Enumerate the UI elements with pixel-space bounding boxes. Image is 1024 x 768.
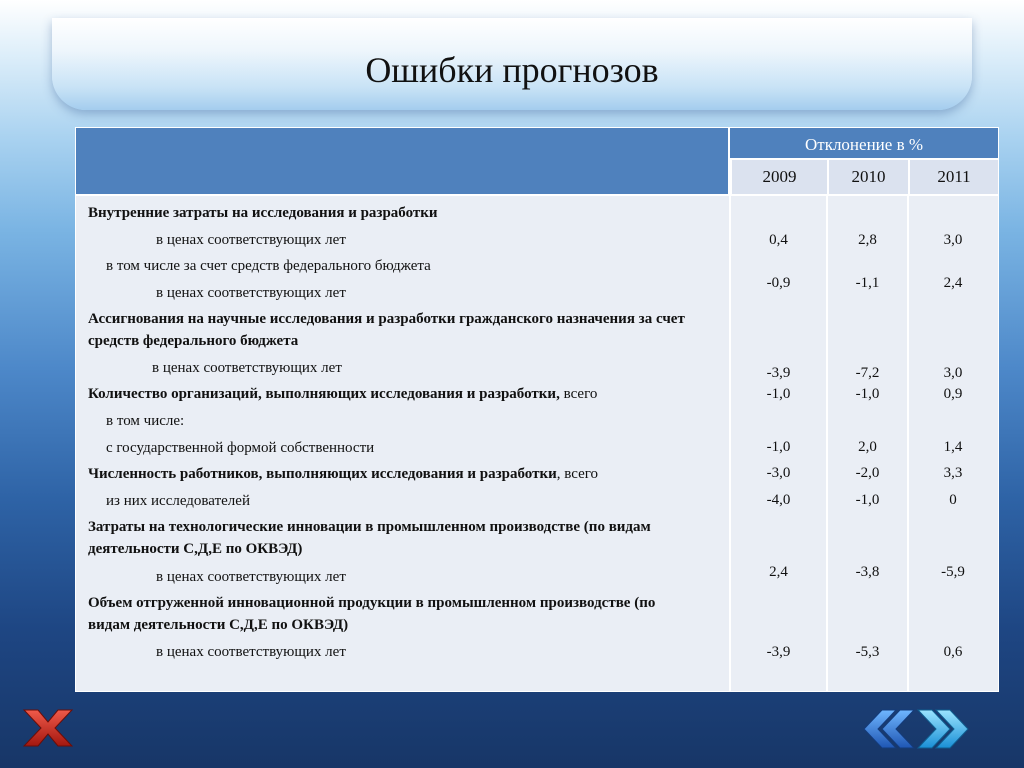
row-label: Объем отгруженной инновационной продукции в промышленном производстве (по видам деятельности С,Д,Е по ОКВЭД) (88, 595, 656, 633)
row-label: Внутренние затраты на исследования и разработки (88, 205, 438, 221)
row-label: Количество организаций, выполняющих исследования и разработки, всего (88, 386, 598, 402)
row-label: Ассигнования на научные исследования и разработки гражданского назначения за счет средств федерального бюджета (88, 311, 685, 349)
cell-value: -5,3 (855, 644, 880, 660)
cell-value: 0 (949, 492, 957, 508)
year-header-2009: 2009 (730, 160, 827, 194)
close-icon[interactable] (22, 708, 74, 748)
cell-value: 0,6 (943, 644, 963, 660)
cell-value: 0,4 (769, 232, 788, 248)
table-header-blank (76, 128, 730, 194)
row-label: в том числе: (106, 413, 185, 429)
cell-value: -0,9 (766, 275, 791, 291)
row-label: из них исследователей (106, 493, 250, 509)
cell-value: -7,2 (855, 365, 880, 381)
row-label: в ценах соответствующих лет (156, 569, 346, 585)
page-title: Ошибки прогнозов (365, 50, 659, 90)
next-arrow-icon[interactable] (918, 710, 968, 748)
cell-value: 3,0 (943, 365, 963, 381)
cell-value: -4,0 (766, 492, 791, 508)
row-label: Численность работников, выполняющих исследования и разработки, всего (88, 466, 599, 482)
cell-value: -1,1 (855, 275, 880, 291)
cell-value: -3,0 (766, 465, 791, 481)
cell-value: -3,8 (855, 564, 880, 580)
cell-value: 2,4 (769, 564, 788, 580)
cell-value: 0,9 (943, 386, 963, 402)
year-header-2010: 2010 (827, 160, 908, 194)
row-label: в ценах соответствующих лет (152, 360, 342, 376)
row-label: с государственной формой собственности (106, 440, 375, 456)
cell-value: -1,0 (855, 386, 880, 402)
prev-arrow-icon[interactable] (864, 710, 914, 748)
cell-value: 3,0 (943, 232, 963, 248)
row-label: в том числе за счет средств федерального бюджета (106, 258, 431, 274)
cell-value: -1,0 (766, 439, 791, 455)
cell-value: 3,3 (943, 465, 963, 481)
row-label: в ценах соответствующих лет (156, 232, 346, 248)
cell-value: 2,0 (858, 439, 877, 455)
deviation-header: Отклонение в % (730, 128, 998, 160)
cell-value: 1,4 (943, 439, 963, 455)
forecast-errors-table (75, 127, 999, 692)
row-label: Затраты на технологические инновации в промышленном производстве (по видам деятельности С,Д,Е по ОКВЭД) (88, 519, 651, 557)
cell-value: -2,0 (855, 465, 880, 481)
cell-value: -5,9 (941, 564, 965, 580)
cell-value: -3,9 (766, 644, 791, 660)
year-header-2011: 2011 (908, 160, 998, 194)
cell-value: 2,4 (943, 275, 963, 291)
navigation-arrows (852, 708, 974, 750)
cell-value: 2,8 (858, 232, 877, 248)
row-label: в ценах соответствующих лет (156, 285, 346, 301)
row-label: в ценах соответствующих лет (156, 644, 346, 660)
cell-value: -3,9 (766, 365, 791, 381)
cell-value: -1,0 (855, 492, 880, 508)
cell-value: -1,0 (766, 386, 791, 402)
